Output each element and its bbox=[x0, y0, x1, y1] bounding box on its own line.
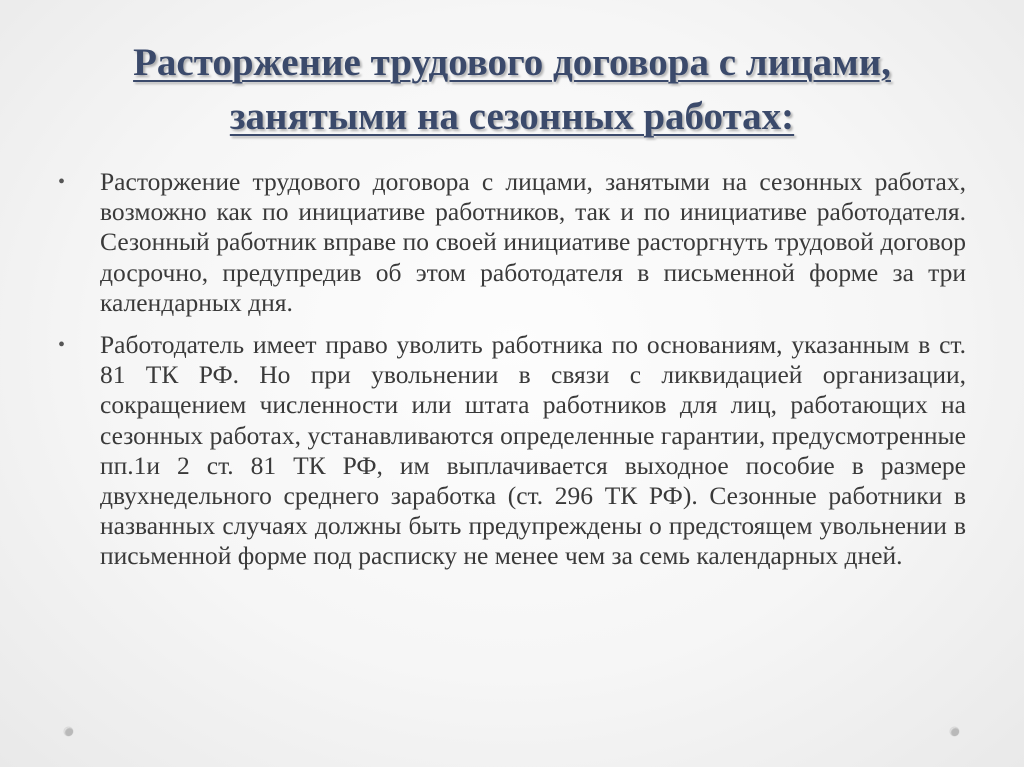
bullet-list bbox=[58, 167, 966, 584]
bullet-text: Работодатель имеет право уволить работника по основаниям, указанным в ст. 81 ТК РФ. Но при увольнении в связи с ликвидацией организации, сокращением численности или штата работников для лиц, работающих на сезонных работах, устанавливаются определенные гарантии, предусмотренные пп.1и 2 ст. 81 ТК РФ, им выплачивается выходное пособие в размере двухнедельного среднего заработка (ст. 296 ТК РФ). Сезонные работники в названных случаях должны быть предупреждены о предстоящем увольнении в письменной форме под расписку не менее чем за семь календарных дней. bbox=[100, 330, 966, 571]
slide-title-text: Расторжение трудового договора с лицами, занятыми на сезонных работах: bbox=[133, 41, 891, 138]
decorative-dot-left bbox=[64, 727, 73, 736]
slide-title bbox=[40, 36, 984, 144]
bullet-text: Расторжение трудового договора с лицами, занятыми на сезонных работах, возможно как по инициативе работников, так и по инициативе работодателя. Сезонный работник вправе по своей инициативе расторгнуть трудовой договор досрочно, предупредив об этом работодателя в письменной форме за три календарных дня. bbox=[100, 167, 966, 317]
decorative-dot-right bbox=[950, 727, 959, 736]
bullet-item bbox=[58, 330, 966, 572]
bullet-item bbox=[58, 167, 966, 318]
bullet-marker: • bbox=[58, 334, 66, 357]
bullet-marker: • bbox=[58, 171, 66, 193]
